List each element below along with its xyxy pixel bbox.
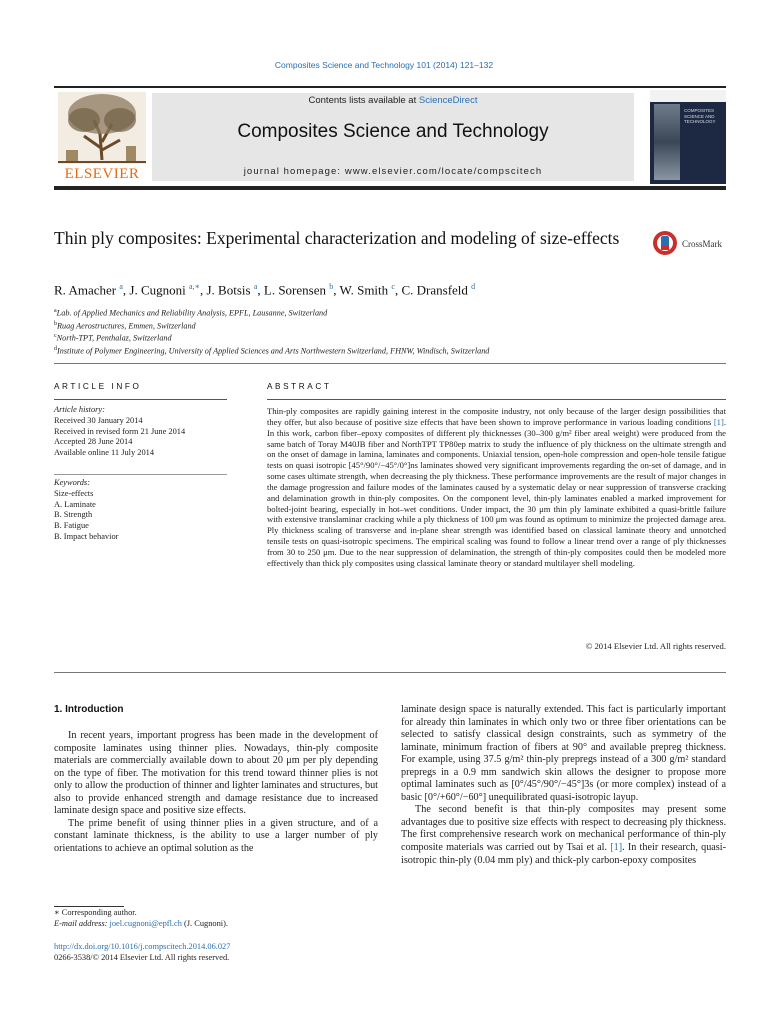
header-bottom-rule <box>54 186 726 190</box>
affiliation-item: $^a$Lab. of Applied Mechanics and Reliability Analysis, EPFL, Lausanne, Switzerland <box>54 308 328 318</box>
history-item: Received 30 January 2014 <box>54 415 143 425</box>
crossmark-label: CrossMark <box>682 239 722 249</box>
doi-link[interactable]: http://dx.doi.org/10.1016/j.compscitech.2014.06.027 <box>54 942 231 951</box>
keyword-item: B. Impact behavior <box>54 531 119 541</box>
abstract-rule <box>267 399 726 400</box>
cover-title-text: COMPOSITES SCIENCE AND TECHNOLOGY <box>684 108 716 124</box>
article-info-heading: ARTICLE INFO <box>54 382 142 391</box>
email-link[interactable]: joel.cugnoni@epfl.ch <box>109 919 182 928</box>
body-paragraph: laminate design space is naturally extended. This fact is particularly important for already thin laminates in which only two or three fiber orientations can be selected to satisfy classical design constraints, such as symmetry of the laminate, minimum fraction of fibers at 90° and available prepreg thickness. For example, using 37.5 g/m² thin-ply prepregs instead of a 300 g/m² standard prepregs in a 0.9 mm sandwich skin allows the designer to propose more optimal laminates such as [0°/45°/90°/−45°]3s (or more complex) instead of a basic [0°/+60°/−60°] unequilibrated quasi-isotropic layup. <box>401 704 726 803</box>
body-paragraph: The prime benefit of using thinner plies in a given structure, and of a constant laminate thickness, is the ability to use a larger number of ply orientations to achieve an optimal solution as the <box>54 817 378 854</box>
author-name: J. Cugnoni <box>129 282 186 298</box>
email-note: E-mail address: joel.cugnoni@epfl.ch (J. Cugnoni). <box>54 919 228 928</box>
body-paragraph: In recent years, important progress has been made in the development of composite laminates using thinner plies. Nowadays, thin-ply composite materials are commercially available down to about 20 μm per ply depending on the type of fiber. The motivation for this trend toward thinner plies is not only to allow the production of thinner and lighter laminates and structures, but also to provide enhanced strength and damage resistance due to increased laminate design space and positive size effects. <box>54 730 378 817</box>
elsevier-wordmark: ELSEVIER <box>64 166 140 182</box>
keyword-item: B. Strength <box>54 510 93 520</box>
author-affiliation-link[interactable]: d <box>471 282 476 291</box>
keywords <box>54 478 229 543</box>
affiliation-item: $^c$North-TPT, Penthalaz, Switzerland <box>54 333 172 344</box>
article-history <box>54 405 229 459</box>
crossmark-badge[interactable] <box>652 230 732 258</box>
citation-link[interactable]: [1] <box>713 416 724 427</box>
header-top-rule <box>54 86 726 88</box>
contents-prefix: Contents lists available at <box>308 95 419 106</box>
footnote <box>54 907 384 929</box>
journal-title: Composites Science and Technology <box>237 121 549 142</box>
author-affiliation-link[interactable]: a <box>253 282 258 291</box>
history-item: Accepted 28 June 2014 <box>54 437 133 447</box>
author-name: L. Sorensen <box>263 282 326 298</box>
author-name: R. Amacher <box>54 282 117 298</box>
sciencedirect-link[interactable]: ScienceDirect <box>418 95 478 106</box>
author-affiliation-link[interactable]: a <box>119 282 123 291</box>
article-info-rule <box>54 399 227 400</box>
section-divider <box>54 672 726 673</box>
journal-reference-link[interactable]: Composites Science and Technology 101 (2014) 121–132 <box>274 60 494 70</box>
keyword-item: Size-effects <box>54 488 94 498</box>
abstract-copyright: © 2014 Elsevier Ltd. All rights reserved. <box>585 641 726 651</box>
affiliation-item: $^d$Institute of Polymer Engineering, University of Applied Sciences and Arts Northwestern Switzerland, FHNW, Windisch, Switzerland <box>54 346 490 356</box>
crossmark-icon <box>652 230 678 256</box>
author-affiliation-link[interactable]: b <box>329 282 334 291</box>
article-info-rule <box>54 474 227 475</box>
author-affiliation-link[interactable]: a,∗ <box>189 282 200 291</box>
affiliations <box>54 306 734 357</box>
history-item: Available online 11 July 2014 <box>54 448 155 458</box>
body-column-right <box>401 704 726 867</box>
affiliation-item: $^b$Ruag Aerostructures, Emmen, Switzerland <box>54 320 196 331</box>
keyword-item: B. Fatigue <box>54 521 89 531</box>
body-paragraph: The second benefit is that thin-ply composites may present some advantages due to positive size effects with respect to decreasing ply thickness. The first comprehensive research work on mechanical performance of thin-ply composite materials was carried out by Tsai et al. [1]. In their research, quasi-isotropic thin-ply (0.04 mm ply) and thick-ply carbon-epoxy composites <box>401 804 726 866</box>
article-title: Thin ply composites: Experimental characterization and modeling of size-effects <box>54 228 620 248</box>
author-name: J. Botsis <box>206 282 251 298</box>
doi-block <box>54 941 384 963</box>
section-divider <box>54 363 726 364</box>
citation-link[interactable]: [1] <box>610 842 623 854</box>
corresponding-author-note: ∗ Corresponding author. <box>54 908 137 917</box>
history-item: Received in revised form 21 June 2014 <box>54 426 186 436</box>
author-name: W. Smith <box>339 282 389 298</box>
abstract-heading: ABSTRACT <box>267 382 332 391</box>
history-label: Article history: <box>54 405 105 414</box>
abstract-body: Thin-ply composites are rapidly gaining interest in the composite industry, not only because of the larger design possibilities that they offer, but also because of positive size effects that have been shown to improve performance in various loading conditions [1]. In this work, carbon fiber–epoxy composites of different ply thicknesses (30–300 g/m² fiber areal weight) were produced from the same batch of Toray M40JB fiber and NorthTPT TP80ep matrix to study the influence of ply thickness on the ultimate strength and on the onset of damage in lamina, laminates and components. Uniaxial tension, open-hole compression and open-hole tensile fatigue tests on quasi isotropic [45°/90°/−45°/0°]ns laminates showed very significant improvements regarding the on-set of damage, and in some cases ultimate strength, when decreasing the ply thickness. These performance improvements are the result of major changes in the damage progression and failure modes of the laminates caused by a systematic delay or near suppression of transverse cracking and delamination growth in thin-ply composites. On the component level, thin-ply laminates enabled a marked improvement for bolted-joint bearing, especially in hot–wet conditions. Under impact, the 30 μm thin ply laminate exhibited a quasi-brittle failure with extensive translaminar cracking while a ply thickness of 100 μm was found as optimum to minimize the projected damage area. Ply thickness scaling of transverse and in-plane shear strength was identified based on classical laminate theory and unnotched tensile tests on quasi-isotropic specimens. The empirical scaling was found to follow a linear trend over a range of ply thicknesses from 30 to 250 μm. Due to the near suppression of delamination, the strength of thin-ply composites could then be modeled more effectively than thick ply composites using classical laminate theory or standard multilayer shell modeling. <box>267 406 726 568</box>
author-list: R. Amacher $^a$, J. Cugnoni $^{a,∗}$, J. Botsis $^a$, L. Sorensen $^b$, W. Smith $^c$, C. Dransfeld $^d$ <box>54 282 476 298</box>
contents-line <box>152 95 634 106</box>
journal-cover-thumbnail <box>650 90 726 184</box>
author-affiliation-link[interactable]: c <box>391 282 395 291</box>
author-name: C. Dransfeld <box>401 282 468 298</box>
section-heading: 1. Introduction <box>54 704 124 715</box>
issn-copyright: 0266-3538/© 2014 Elsevier Ltd. All rights reserved. <box>54 953 230 962</box>
body-column-left <box>54 730 378 855</box>
keyword-item: A. Laminate <box>54 499 96 509</box>
journal-homepage-link[interactable]: journal homepage: www.elsevier.com/locate/compscitech <box>243 166 543 177</box>
keywords-label: Keywords: <box>54 478 90 487</box>
